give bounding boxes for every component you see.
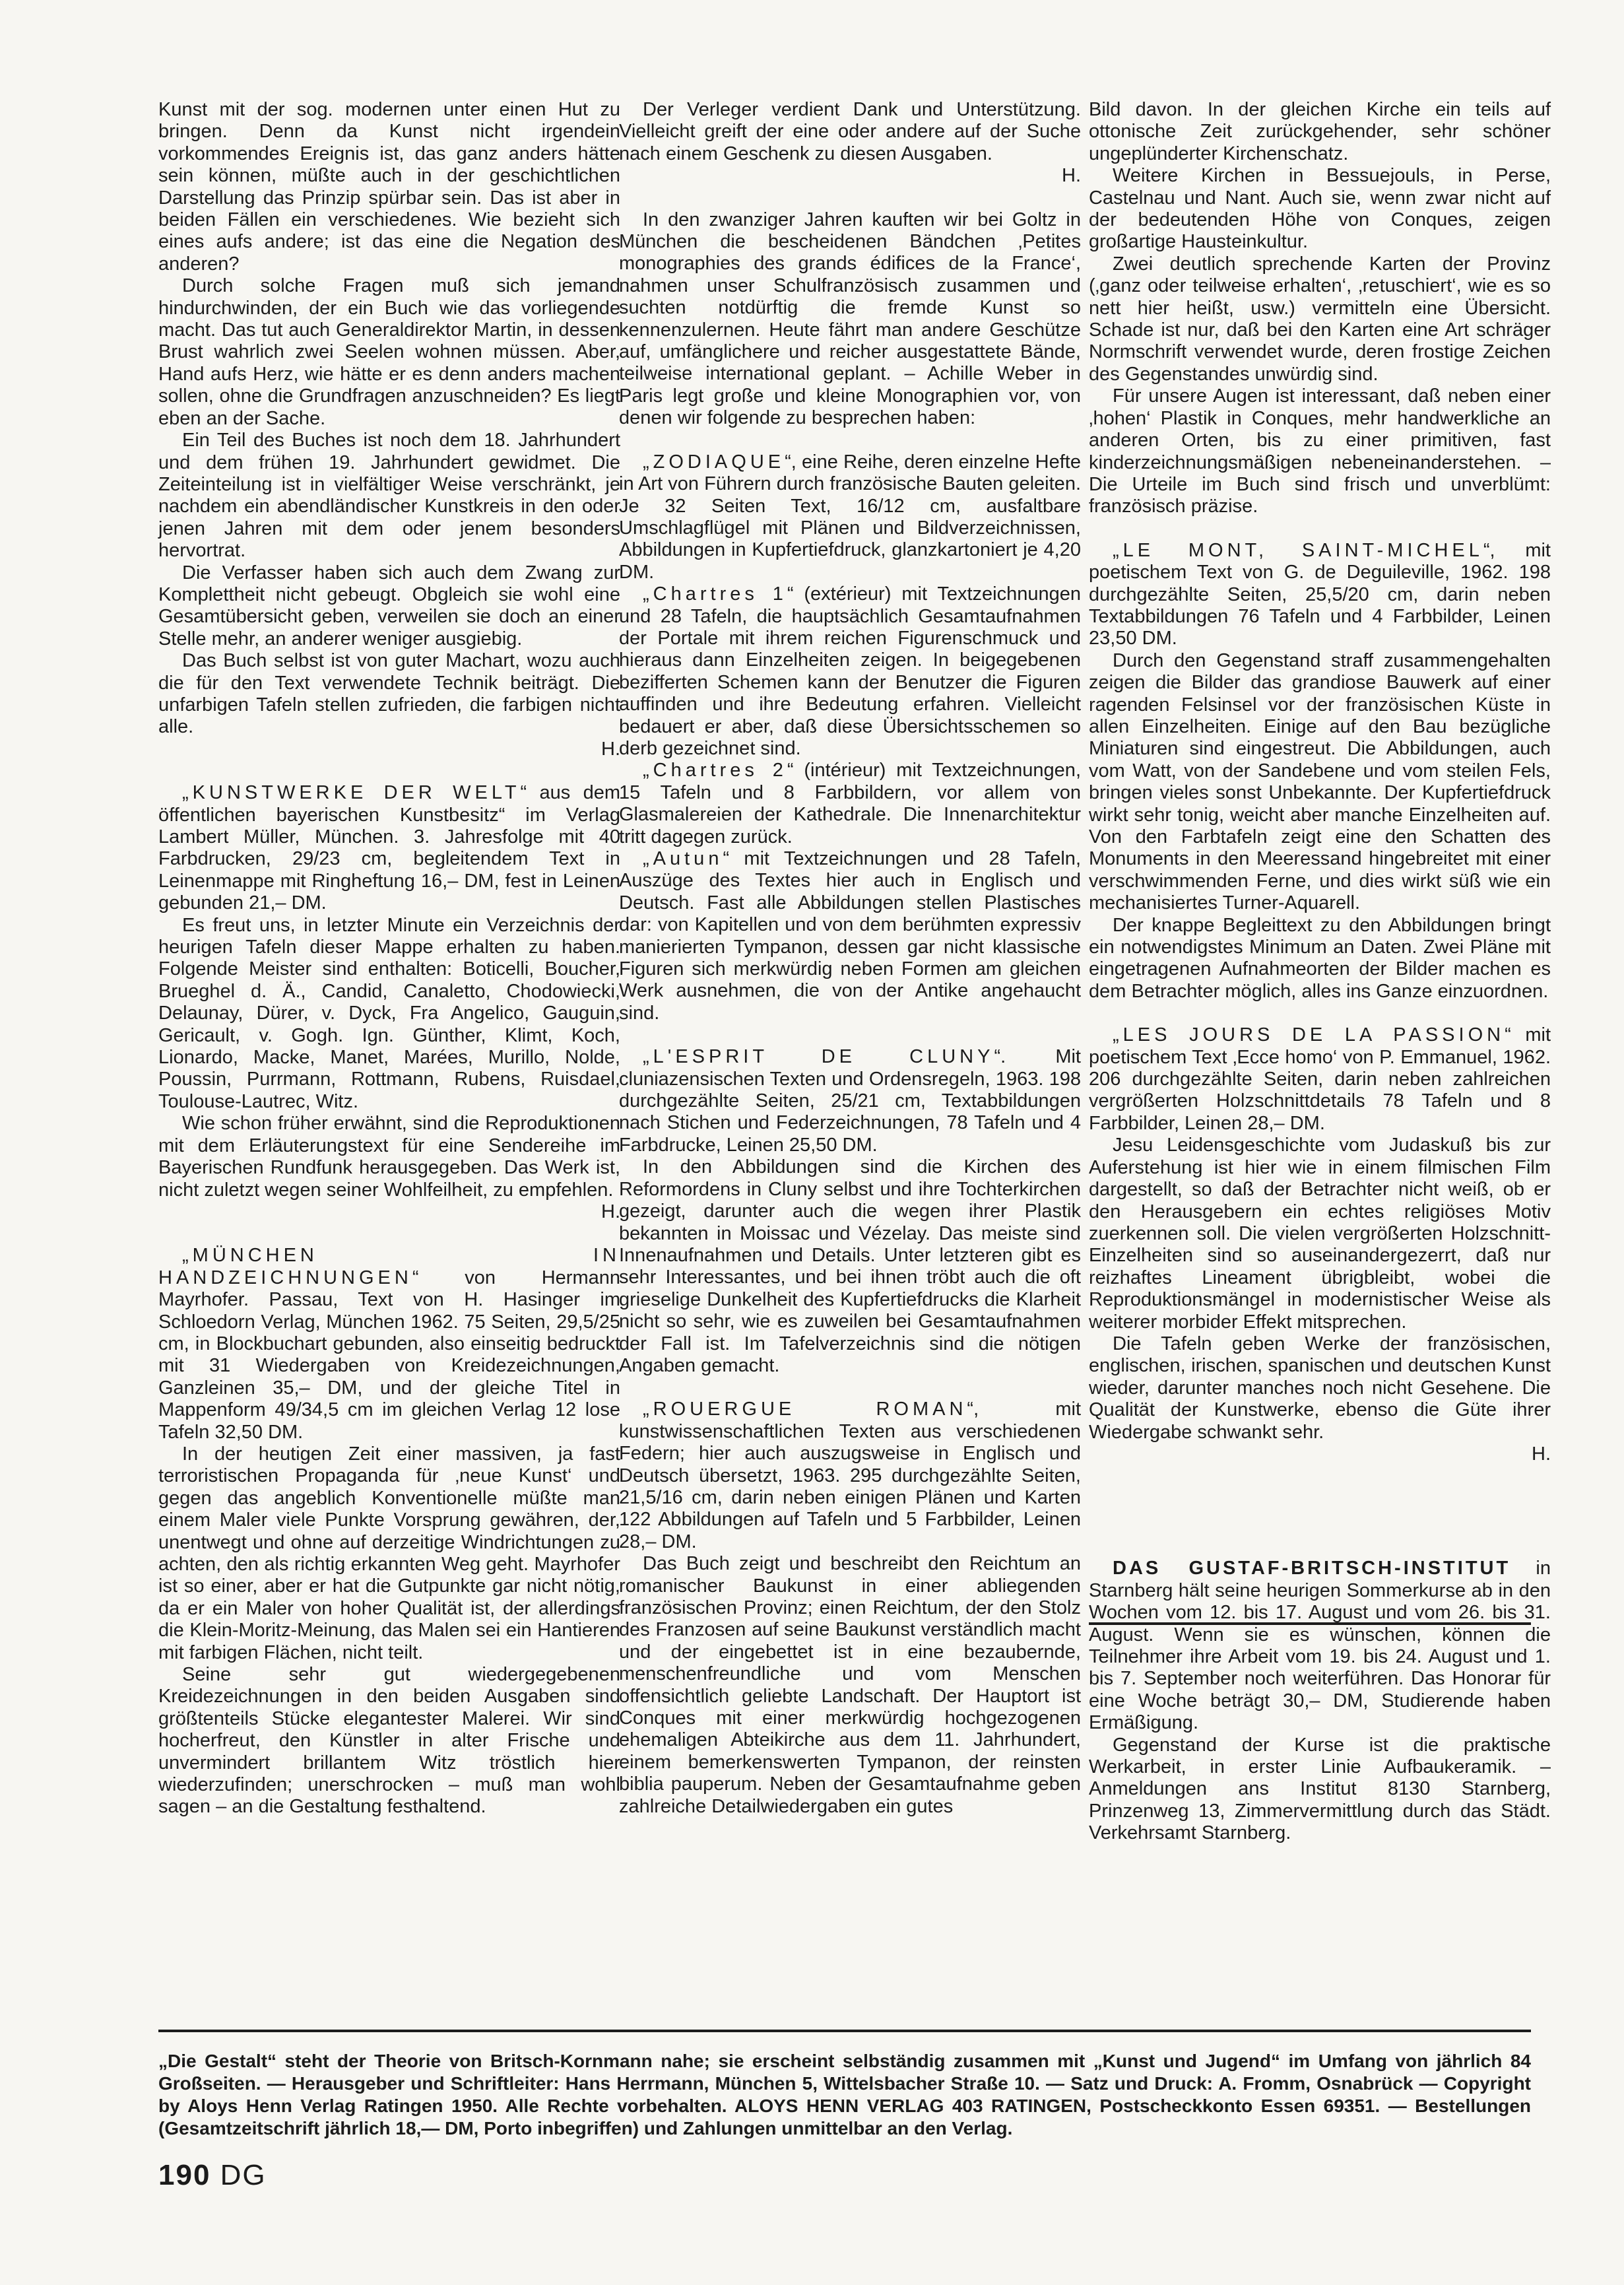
author-initial: H.: [1532, 1443, 1551, 1465]
paragraph: Ein Teil des Buches ist noch dem 18. Jahrhundert und dem frühen 19. Jahrhundert gewidmet. Die Zeiteinteilung ist in vielfältiger Weise verschränkt, je nachdem ein abendländischer Kunstkreis in den oder jenen Jahren mit dem oder jenem besonders hervortrat.: [158, 430, 620, 562]
review-entry: [619, 451, 1081, 583]
imprint-footer: „Die Gestalt“ steht der Theorie von Britsch-Kornmann nahe; sie erscheint selbständig zusammen mit „Kunst und Jugend“ im Umfang von jährlich 84 Großseiten. — Herausgeber und Schriftleiter: Hans Herrmann, München 5, Wittelsbacher Straße 10. — Satz und Druck: A. Fromm, Osnabrück — Copyright by Aloys Henn Verlag Ratingen 1950. Alle Rechte vorbehalten. ALOYS HENN VERLAG 403 RATINGEN, Postscheckkonto Essen 69351. — Bestellungen (Gesamtzeitschrift jährlich 18,— DM, Porto inbegriffen) und Zahlungen unmittelbar an den Verlag.: [158, 2051, 1531, 2138]
review-entry: [158, 782, 620, 914]
review-details: “. Mit cluniazensischen Texten und Ordensregeln, 1963. 198 durchgezählte Seiten, 25/21 cm, Textabbildungen nach Stichen und Federzeichnungen, 78 Tafeln und 4 Farbdrucke, Leinen 25,50 DM.: [619, 1046, 1081, 1156]
review-title: „LE MONT, SAINT-MICHEL: [1113, 539, 1483, 561]
review-title: „KUNSTWERKE DER WELT: [182, 782, 521, 804]
review-title: „Autun: [643, 848, 723, 869]
paragraph: In der heutigen Zeit einer massiven, ja fast terroristischen Propaganda für ‚neue Kunst‘ und gegen das angeblich Konventionelle müßte man einem Maler viele Punkte Vorsprung gewähren, der, unentwegt und ohne auf derzeitige Windrichtungen zu achten, den als richtig erkannten Weg geht. Mayrhofer ist so einer, aber er hat die Gutpunkte gar nicht nötig, da er ein Maler von hoher Qualität ist, der allerdings die Klein-Moritz-Meinung, das Malen sei ein Hantieren mit farbigen Flächen, nicht teilt.: [158, 1443, 620, 1663]
review-entry: [619, 1399, 1081, 1553]
review-entry: [619, 1046, 1081, 1156]
review-entry: [158, 1245, 620, 1443]
notice-title: DAS GUSTAF-BRITSCH-INSTITUT: [1113, 1558, 1511, 1579]
paragraph: Durch solche Fragen muß sich jemand hindurchwinden, der ein Buch wie das vorliegende macht. Das tut auch Generaldirektor Martin, in dessen Brust wahrlich zwei Seelen wohnen müssen. Aber, Hand aufs Herz, wie hätte er es denn anders machen sollen, ohne die Grundfragen anzuschneiden? Es liegt eben an der Sache.: [158, 275, 620, 429]
review-title: „MÜNCHEN IN HANDZEICHNUNGEN: [158, 1245, 620, 1288]
author-initial: H.: [601, 738, 620, 760]
review-details: “ (extérieur) mit Textzeichnungen und 28 Tafeln, die hauptsächlich Gesamtaufnahmen der Portale mit ihrem reichen Figurenschmuck und hieraus dann Einzelheiten zeigen. In beigegebenen bezifferten Schemen kann der Benutzer die Figuren auffinden und ihre Bedeutung erfahren. Vielleicht bedauert er aber, daß diese Übersichtsschemen so derb gezeichnet sind.: [619, 583, 1081, 759]
paragraph: Gegenstand der Kurse ist die praktische Werkarbeit, in erster Linie Aufbaukeramik. – Anmeldungen ans Institut 8130 Starnberg, Prinzenweg 13, Zimmervermittlung durch das Städt. Verkehrsamt Starnberg.: [1089, 1734, 1551, 1844]
review-title: „ZODIAQUE: [643, 451, 785, 473]
review-details: “ mit Textzeichnungen und 28 Tafeln, Auszüge des Textes hier auch in Englisch und Deutsch. Fast alle Abbildungen stellen Plastisches dar: von Kapitellen und von dem berühmten expressiv manierierten Tympanon, dessen gar nicht klassische Figuren sich merkwürdig neben Formen am gleichen Werk ausnehmen, die von der Antike angehaucht sind.: [619, 848, 1081, 1024]
paragraph: Für unsere Augen ist interessant, daß neben einer ‚hohen‘ Plastik in Conques, mehr handwerkliche an anderen Orten, bis zu einer primitiven, fast kinderzeichnungsmäßigen nebeneinanderstehen. – Die Urteile im Buch sind frisch und unverblümt: französisch präzise.: [1089, 385, 1551, 517]
section-divider: [1089, 1622, 1531, 1625]
review-entry: [619, 760, 1081, 848]
review-details: “, mit kunstwissenschaftlichen Texten aus verschiedenen Federn; hier auch auszugsweise in Englisch und Deutsch übersetzt, 1963. 295 durchgezählte Seiten, 21,5/16 cm, darin neben einigen Plänen und Karten 122 Abbildungen auf Tafeln und 5 Farbbilder, Leinen 28,– DM.: [619, 1399, 1081, 1552]
review-details: “, eine Reihe, deren einzelne Hefte in Art von Führern durch französische Bauten geleiten. Je 32 Seiten Text, 16/12 cm, ausfaltbare Umschlagflügel mit Plänen und Bildverzeichnissen, Abbildungen in Kupfertiefdruck, glanzkartoniert je 4,20 DM.: [619, 451, 1081, 583]
paragraph: Wie schon früher erwähnt, sind die Reproduktionen mit dem Erläuterungstext für eine Sendereihe im Bayerischen Rundfunk herausgegeben. Das Werk ist, nicht zuletzt wegen seiner Wohlfeilheit, zu empfehlen.: [158, 1113, 620, 1201]
review-details: “, mit poetischem Text von G. de Deguileville, 1962. 198 durchgezählte Seiten, 25,5/20 cm, darin neben Textabbildungen 76 Tafeln und 4 Farbbilder, Leinen 23,50 DM.: [1089, 539, 1551, 649]
paragraph: In den zwanziger Jahren kauften wir bei Goltz in München die bescheidenen Bändchen ‚Petites monographies des grands édifices de la France‘, nahmen unser Schulfranzösisch zusammen und suchten notdürftig die fremde Kunst so kennenzulernen. Heute fährt man andere Geschütze auf, umfänglichere und reicher ausgestattete Bände, teilweise international geplant. – Achille Weber in Paris legt große und kleine Monographien vor, von denen wir folgende zu besprechen haben:: [619, 209, 1081, 429]
paragraph: Der Verleger verdient Dank und Unterstützung. Vielleicht greift der eine oder andere auf der Suche nach einem Geschenk zu diesen Ausgaben.: [619, 99, 1081, 164]
review-entry: [619, 848, 1081, 1024]
review-entry: [1089, 1024, 1551, 1135]
review-title: „L'ESPRIT DE CLUNY: [643, 1046, 994, 1068]
author-initial: H.: [1062, 165, 1081, 187]
paragraph: Durch den Gegenstand straff zusammengehalten zeigen die Bilder das grandiose Bauwerk auf einer ragenden Felsinsel vor der französischen Küste in allen Einzelheiten. Einige auf den Bau bezügliche Miniaturen sind eingestreut. Die Abbildungen, auch vom Watt, von der Sandebene und vom steilen Fels, bringen vieles sonst Unbekannte. Der Kupfertiefdruck wirkt sehr tonig, weicht aber manche Einzelheiten auf. Von den Farbtafeln zeigt eine den Schatten des Monuments in den Meeressand hingebreitet mit einer verschwimmenden Ferne, und dies wirkt süß wie ein mechanisiertes Turner-Aquarell.: [1089, 649, 1551, 914]
review-entry: [1089, 540, 1551, 650]
column-left: [158, 99, 620, 1818]
page-folio: [158, 2160, 267, 2191]
review-title: „Chartres 1: [643, 583, 787, 605]
paragraph: Der knappe Begleittext zu den Abbildungen bringt ein notwendigstes Minimum an Daten. Zwei Pläne mit eingetragenen Aufnahmeorten der Bilder machen es dem Betrachter möglich, alles ins Ganze einzuordnen.: [1089, 914, 1551, 1002]
paragraph: Weitere Kirchen in Bessuejouls, in Perse, Castelnau und Nant. Auch sie, wenn zwar nicht auf der bedeutenden Höhe von Conques, zeigen großartige Hausteinkultur.: [1089, 165, 1551, 253]
review-details: “ (intérieur) mit Textzeichnungen, 15 Tafeln und 8 Farbbildern, vor allem von Glasmalereien der Kathedrale. Die Innenarchitektur tritt dagegen zurück.: [619, 760, 1081, 847]
paragraph: Bild davon. In der gleichen Kirche ein teils auf ottonische Zeit zurückgehender, sehr schöner ungeplünderter Kirchenschatz.: [1089, 99, 1551, 164]
notice-entry: [1089, 1558, 1551, 1734]
review-details: “ von Hermann Mayrhofer. Passau, Text von H. Hasinger im Schloedorn Verlag, München 1962. 75 Seiten, 29,5/25 cm, in Blockbuchart gebunden, also einseitig bedruckt mit 31 Wiedergaben von Kreidezeichnungen, Ganzleinen 35,– DM, und der gleiche Titel in Mappenform 49/34,5 cm im gleichen Verlag 12 lose Tafeln 32,50 DM.: [158, 1267, 620, 1443]
paragraph: Seine sehr gut wiedergegebenen Kreidezeichnungen in den beiden Ausgaben sind größtenteils Stücke elegantester Malerei. Wir sind hocherfreut, den Künstler in alter Frische und unvermindert brillantem Witz tröstlich hier wiederzufinden; unerschrocken – muß man wohl sagen – an die Gestaltung festhaltend.: [158, 1664, 620, 1818]
journal-abbrev: DG: [220, 2159, 267, 2191]
notice-details: in Starnberg hält seine heurigen Sommerkurse ab in den Wochen vom 12. bis 17. August und vom 26. bis 31. August. Wenn sie es wünschen, können die Teilnehmer ihre Arbeit vom 19. bis 24. August und 1. bis 7. September noch weiterführen. Das Honorar für eine Woche beträgt 30,– DM, Studierende haben Ermäßigung.: [1089, 1558, 1551, 1734]
author-initial: H.: [601, 1201, 620, 1222]
review-entry: [619, 583, 1081, 760]
paragraph: In den Abbildungen sind die Kirchen des Reformordens in Cluny selbst und ihre Tochterkirchen gezeigt, darunter auch die wegen ihrer Plastik bekannten in Moissac und Vézelay. Das meiste sind Innenaufnahmen und Details. Unter letzteren gibt es sehr Interessantes, und bei ihnen tröbt auch die oft grieselige Dunkelheit des Kupfertiefdrucks die Klarheit nicht so sehr, wie es zuweilen bei Gesamtaufnahmen der Fall ist. Im Tafelverzeichnis sind die nötigen Angaben gemacht.: [619, 1156, 1081, 1376]
paragraph: Die Verfasser haben sich auch dem Zwang zur Komplettheit nicht gebeugt. Obgleich sie wohl eine Gesamtübersicht geben, verweilen sie doch an einer Stelle mehr, an anderer weniger ausgiebig.: [158, 562, 620, 649]
review-details: “ aus dem öffentlichen bayerischen Kunstbesitz“ im Verlag Lambert Müller, München. 3. Jahresfolge mit 40 Farbdrucken, 29/23 cm, begleitendem Text in Leinenmappe mit Ringheftung 16,– DM, fest in Leinen gebunden 21,– DM.: [158, 782, 620, 914]
review-title: „ROUERGUE ROMAN: [643, 1399, 967, 1420]
review-details: “ mit poetischem Text ‚Ecce homo‘ von P. Emmanuel, 1962. 206 durchgezählte Seiten, darin neben zahlreichen vergrößerten Holzschnittdetails 78 Tafeln und 8 Farbbilder, Leinen 28,– DM.: [1089, 1024, 1551, 1134]
paragraph: Das Buch zeigt und beschreibt den Reichtum an romanischer Baukunst in einer abliegenden französischen Provinz; einen Reichtum, der den Stolz des Franzosen auf seine Baukunst verständlich macht und der eingebettet ist in eine bezaubernde, menschenfreundliche und vom Menschen offensichtlich geliebte Landschaft. Der Hauptort ist Conques mit einer merkwürdig hochgezogenen ehemaligen Abteikirche aus dem 11. Jahrhundert, einem bemerkenswerten Tympanon, der reinsten biblia pauperum. Neben der Gesamtaufnahme geben zahlreiche Detailwiedergaben ein gutes: [619, 1553, 1081, 1817]
paragraph: Kunst mit der sog. modernen unter einen Hut zu bringen. Denn da Kunst nicht irgendein vorkommendes Ereignis ist, das ganz anders hätte sein können, müßte auch in der geschichtlichen Darstellung das Prinzip spürbar sein. Das ist aber in beiden Fällen ein verschiedenes. Wie bezieht sich eines aufs andere; ist das eine die Negation des anderen?: [158, 99, 620, 275]
column-middle: [619, 99, 1081, 1818]
paragraph: Zwei deutlich sprechende Karten der Provinz (‚ganz oder teilweise erhalten‘, ‚retuschiert‘, wie es so nett hier heißt, usw.) vermitteln eine Übersicht. Schade ist nur, daß bei den Karten eine Art schräger Normschrift verwendet wurde, deren frostige Zeichen des Gegenstandes unwürdig sind.: [1089, 253, 1551, 385]
paragraph: Die Tafeln geben Werke der französischen, englischen, irischen, spanischen und deutschen Kunst wieder, darunter manches noch nicht Gesehene. Die Qualität der Kunstwerke, ebenso die Güte ihrer Wiedergabe schwankt sehr.: [1089, 1333, 1551, 1443]
paragraph: Jesu Leidensgeschichte vom Judaskuß bis zur Auferstehung ist hier wie in einem filmischen Film dargestellt, so daß der Betrachter nicht weiß, ob er den Herausgebern ein echtes religiöses Motiv zuerkennen soll. Die vielen vergrößerten Holzschnitt-Einzelheiten sind so auseinandergezerrt, daß nur reizhaftes Lineament übrigbleibt, wobei die Reproduktionsmängel in modernistischer Weise als weiterer morbider Effekt mitsprechen.: [1089, 1135, 1551, 1333]
column-right: [1089, 99, 1551, 1845]
page-number: 190: [158, 2159, 211, 2191]
review-title: „LES JOURS DE LA PASSION: [1113, 1024, 1505, 1046]
footer-divider: [158, 2030, 1531, 2032]
review-title: „Chartres 2: [643, 760, 787, 781]
paragraph: Es freut uns, in letzter Minute ein Verzeichnis der heurigen Tafeln dieser Mappe erhalten zu haben. Folgende Meister sind enthalten: Boticelli, Boucher, Brueghel d. Ä., Candid, Canaletto, Chodowiecki, Delaunay, Dürer, v. Dyck, Fra Angelico, Gauguin, Gericault, v. Gogh. Ign. Günther, Klimt, Koch, Lionardo, Macke, Manet, Marées, Murillo, Nolde, Poussin, Purrmann, Rottmann, Rubens, Ruisdael, Toulouse-Lautrec, Witz.: [158, 914, 620, 1112]
paragraph: Das Buch selbst ist von guter Machart, wozu auch die für den Text verwendete Technik beiträgt. Die unfarbigen Tafeln stellen zufrieden, die farbigen nicht alle.: [158, 650, 620, 738]
